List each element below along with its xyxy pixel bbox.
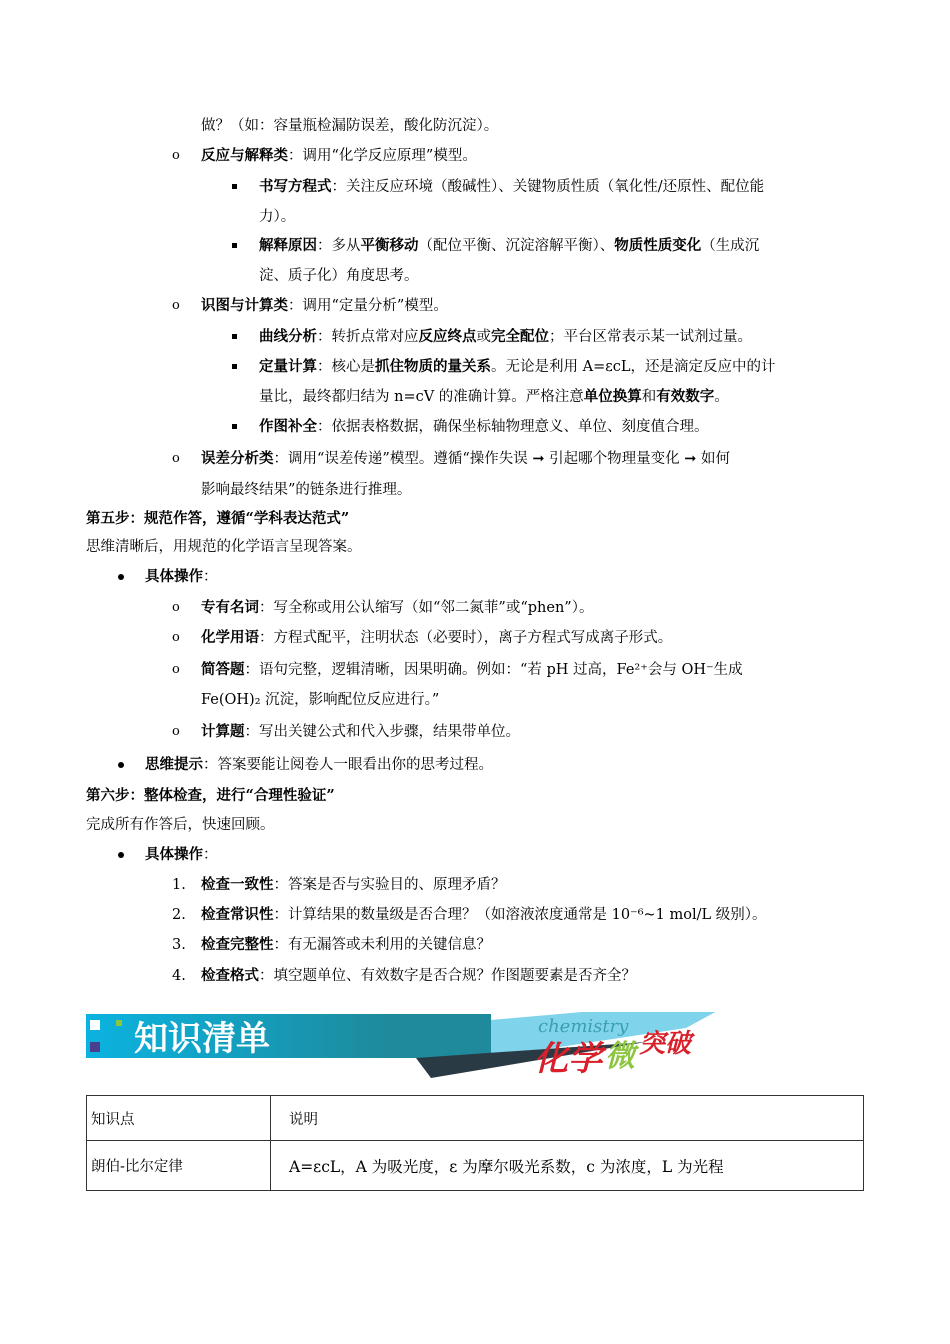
bullet-square xyxy=(232,424,237,429)
step5-item-short-answer-cont: Fe(OH)₂ 沉淀，影响配位反应进行。” xyxy=(201,692,440,708)
step5-tip: 思维提示：答案要能让阅卷人一眼看出你的思考过程。 xyxy=(145,756,493,773)
list-number: 1. xyxy=(172,877,186,893)
step6-check-format: 检查格式：填空题单位、有效数字是否合规？作图题要素是否齐全？ xyxy=(201,967,636,984)
list-item-error-cont: 影响最终结果”的链条进行推理。 xyxy=(201,482,412,498)
banner-brand-c: 突破 xyxy=(639,1029,692,1059)
bullet-o: o xyxy=(172,298,180,313)
table-header-cell: 知识点 xyxy=(87,1096,271,1141)
step5-heading: 第五步：规范作答，遵循“学科表达范式” xyxy=(86,510,350,527)
list-item-explain: 解释原因：多从平衡移动（配位平衡、沉淀溶解平衡）、物质性质变化（生成沉 xyxy=(259,237,760,254)
step5-item-calc: 计算题：写出关键公式和代入步骤，结果带单位。 xyxy=(201,723,520,740)
step5-ops: 具体操作： xyxy=(145,568,218,585)
step6-heading: 第六步：整体检查，进行“合理性验证” xyxy=(86,787,335,804)
list-item-reaction: 反应与解释类：调用“化学反应原理”模型。 xyxy=(201,147,477,164)
step5-item-short-answer: 简答题：语句完整，逻辑清晰，因果明确。例如：“若 pH 过高，Fe²⁺会与 OH⁻生成 xyxy=(201,661,743,678)
step5-intro: 思维清晰后，用规范的化学语言呈现答案。 xyxy=(86,539,362,555)
step6-check-consistency: 检查一致性：答案是否与实验目的、原理矛盾？ xyxy=(201,876,506,893)
bullet-square xyxy=(232,334,237,339)
bullet-square xyxy=(232,243,237,248)
list-number: 3. xyxy=(172,937,186,953)
bullet-square xyxy=(232,184,237,189)
bullet-dot xyxy=(118,762,124,768)
step6-ops: 具体操作： xyxy=(145,846,218,863)
list-item-quant: 定量计算：核心是抓住物质的量关系。无论是利用 A=εcL，还是滴定反应中的计 xyxy=(259,358,776,375)
knowledge-list-banner xyxy=(86,1012,766,1080)
list-item-equation: 书写方程式：关注反应环境（酸碱性）、关键物质性质（氧化性/还原性、配位能 xyxy=(259,178,765,195)
list-item-quant-cont: 量比，最终都归结为 n=cV 的准确计算。严格注意单位换算和有效数字。 xyxy=(259,388,729,405)
bullet-o: o xyxy=(172,451,180,466)
bullet-o: o xyxy=(172,630,180,645)
bullet-o: o xyxy=(172,148,180,163)
bullet-dot xyxy=(118,852,124,858)
list-number: 2. xyxy=(172,907,186,923)
table-cell: 朗伯-比尔定律 xyxy=(87,1141,271,1191)
banner-script: chemistry xyxy=(538,1016,629,1037)
step6-intro: 完成所有作答后，快速回顾。 xyxy=(86,817,275,833)
list-number: 4. xyxy=(172,968,186,984)
step5-item-language: 化学用语：方程式配平，注明状态（必要时），离子方程式写成离子形式。 xyxy=(201,629,673,646)
table-row xyxy=(87,1141,864,1191)
list-item-explain-cont: 淀、质子化）角度思考。 xyxy=(259,268,419,284)
list-item-plot: 作图补全：依据表格数据，确保坐标轴物理意义、单位、刻度值合理。 xyxy=(259,418,709,435)
bullet-o: o xyxy=(172,662,180,677)
knowledge-table xyxy=(86,1095,864,1191)
bullet-o: o xyxy=(172,600,180,615)
step6-check-completeness: 检查完整性：有无漏答或未利用的关键信息？ xyxy=(201,936,491,953)
step6-check-common-sense: 检查常识性：计算结果的数量级是否合理？（如溶液浓度通常是 10⁻⁶~1 mol/L 级别）。 xyxy=(201,906,767,923)
list-item-error: 误差分析类：调用“误差传递”模型。遵循“操作失误 ➞ 引起哪个物理量变化 ➞ 如何 xyxy=(201,450,730,467)
banner-square-green xyxy=(116,1020,122,1026)
step5-item-terms: 专有名词：写全称或用公认缩写（如“邻二氮菲”或“phen”）。 xyxy=(201,599,594,616)
banner-title: 知识清单 xyxy=(134,1019,270,1059)
bullet-dot xyxy=(118,574,124,580)
list-item-equation-cont: 力）。 xyxy=(259,209,296,225)
table-header-cell: 说明 xyxy=(271,1096,864,1141)
paragraph-line: 做？（如：容量瓶检漏防误差，酸化防沉淀）。 xyxy=(201,118,499,134)
banner-brand-b: 微 xyxy=(605,1039,635,1074)
table-cell xyxy=(271,1141,864,1191)
list-item-graph-calc: 识图与计算类：调用“定量分析”模型。 xyxy=(201,297,448,314)
banner-brand-a: 化学 xyxy=(534,1039,602,1079)
banner-square-purple xyxy=(90,1042,100,1052)
bullet-square xyxy=(232,364,237,369)
bullet-o: o xyxy=(172,724,180,739)
formula-text: A=εcL，A 为吸光度，ε 为摩尔吸光系数，c 为浓度，L 为光程 xyxy=(289,1157,724,1176)
list-item-curve: 曲线分析：转折点常对应反应终点或完全配位；平台区常表示某一试剂过量。 xyxy=(259,328,752,345)
banner-square-white xyxy=(90,1020,100,1030)
table-header-row xyxy=(87,1096,864,1141)
